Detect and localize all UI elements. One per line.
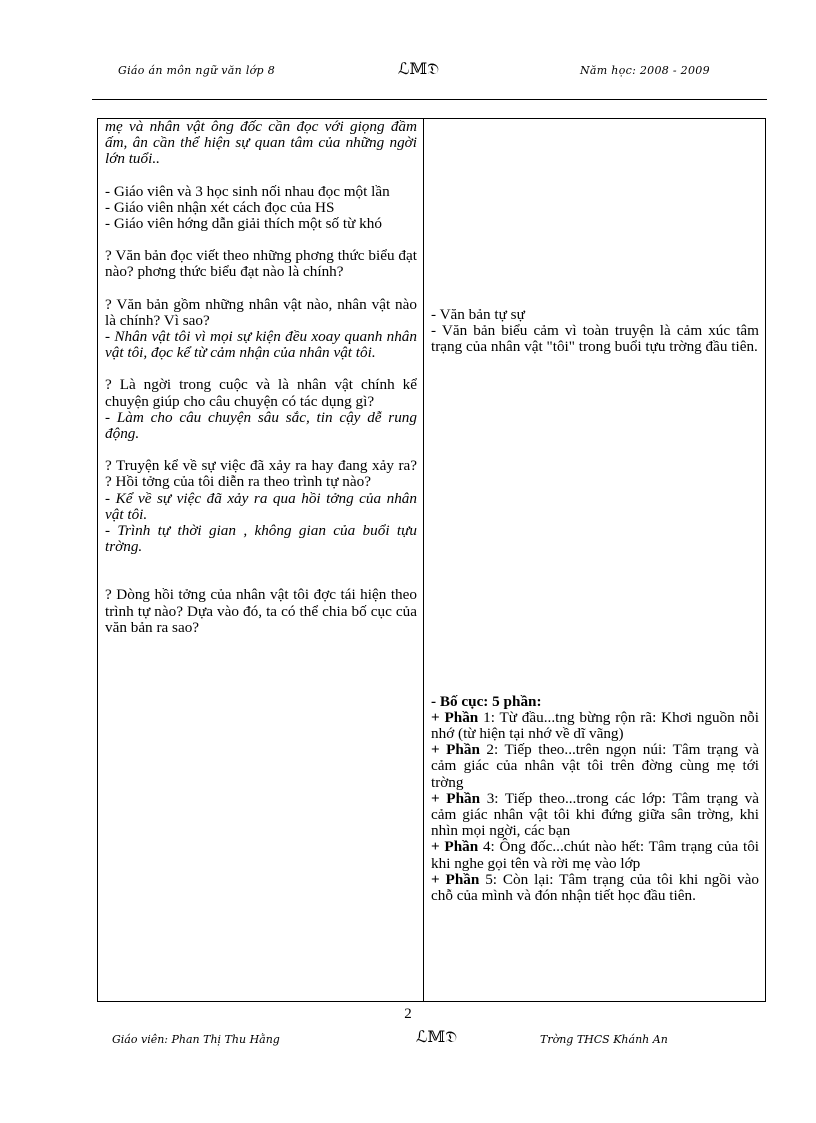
question-5: ? Dòng hồi tởng của nhân vật tôi đợc tái hiện theo trình tự nào? Dựa vào đó, ta có thể chia bố cục của văn bản ra sao? [105,586,417,636]
part-label: + Phần [431,789,481,807]
reading-guidance: mẹ và nhân vật ông đốc cần đọc với giọng đầm ấm, ân cần thể hiện sự quan tâm của những ngời lớn tuổi.. [105,118,417,168]
footer-teacher: Giáo viên: Phan Thị Thu Hằng [112,1033,280,1046]
answer-expressive: - Văn bản biểu cảm vì toàn truyện là cảm xúc tâm trạng của nhân vật "tôi" trong buổi tựu trờng đầu tiên. [431,322,759,356]
answer-4b: - Trình tự thời gian , không gian của buổi tựu trờng. [105,522,417,556]
reading-step: - Giáo viên hớng dẫn giải thích một số từ khó [105,215,382,233]
structure-part [431,710,759,742]
answer-narrative: - Văn bản tự sự [431,306,525,323]
footer-school: Trờng THCS Khánh An [540,1033,668,1046]
structure-part [431,742,759,791]
part-text: 5: Còn lại: Tâm trạng của tôi khi ngồi vào chỗ của mình và đón nhận tiết học đầu tiên. [431,870,759,905]
header-logo: ℒ𝕄𝔇 [398,59,440,78]
part-text: 3: Tiếp theo...trong các lớp: Tâm trạng và cảm giác nhân vật tôi khi đứng giữa sân trờng, khi nhìn mọi ngời, các bạn [431,789,759,840]
question-1: ? Văn bản đọc viết theo những phơng thức biểu đạt nào? phơng thức biểu đạt nào là chính? [105,247,417,281]
structure-part [431,839,759,871]
question-4: ? Truyện kể về sự việc đã xảy ra hay đang xảy ra? ? Hồi tởng của tôi diễn ra theo trình tự nào? [105,457,417,491]
answer-2: - Nhân vật tôi vì mọi sự kiện đều xoay quanh nhân vật tôi, đọc kể từ cảm nhận của nhân vật tôi. [105,328,417,362]
reading-step: - Giáo viên và 3 học sinh nối nhau đọc một lần [105,182,390,200]
part-label: + Phần [431,870,480,888]
reading-step: - Giáo viên nhận xét cách đọc của HS [105,198,335,216]
page-number: 2 [404,1006,412,1022]
header-course-title: Giáo án môn ngữ văn lớp 8 [118,64,275,77]
footer-logo: ℒ𝕄𝔇 [416,1027,458,1046]
part-text: 4: Ông đốc...chút nào hết: Tâm trạng của tôi khi nghe gọi tên và rời mẹ vào lớp [431,838,760,872]
table-row [98,119,766,1002]
header-divider [92,99,767,100]
lesson-table [97,118,766,1002]
question-2: ? Văn bản gồm những nhân vật nào, nhân vật nào là chính? Vì sao? [105,295,417,329]
structure-part [431,791,759,840]
question-3: ? Là ngời trong cuộc và là nhân vật chính kể chuyện giúp cho câu chuyện có tác dụng gì? [105,376,417,410]
structure-title: - Bố cục: 5 phần: [431,692,542,710]
part-label: + Phần [431,838,479,856]
part-label: + Phần [431,708,479,726]
answer-4a: - Kể về sự việc đã xảy ra qua hồi tởng của nhân vật tôi. [105,489,417,523]
header-school-year: Năm học: 2008 - 2009 [580,64,710,77]
part-label: + Phần [431,741,480,759]
page-header [0,58,816,84]
answer-3: - Làm cho câu chuyện sâu sắc, tin cậy dễ rung động. [105,408,417,443]
part-text: 2: Tiếp theo...trên ngọn núi: Tâm trạng và cảm giác của nhân vật tôi trên đờng cùng mẹ tới trờng [431,741,759,791]
structure-part [431,872,759,904]
part-text: 1: Từ đầu...tng bừng rộn rã: Khơi nguồn nỗi nhớ (từ hiện tại nhớ về dĩ vãng) [431,708,759,743]
left-column-cell [98,119,424,1002]
right-column-cell [424,119,766,1002]
